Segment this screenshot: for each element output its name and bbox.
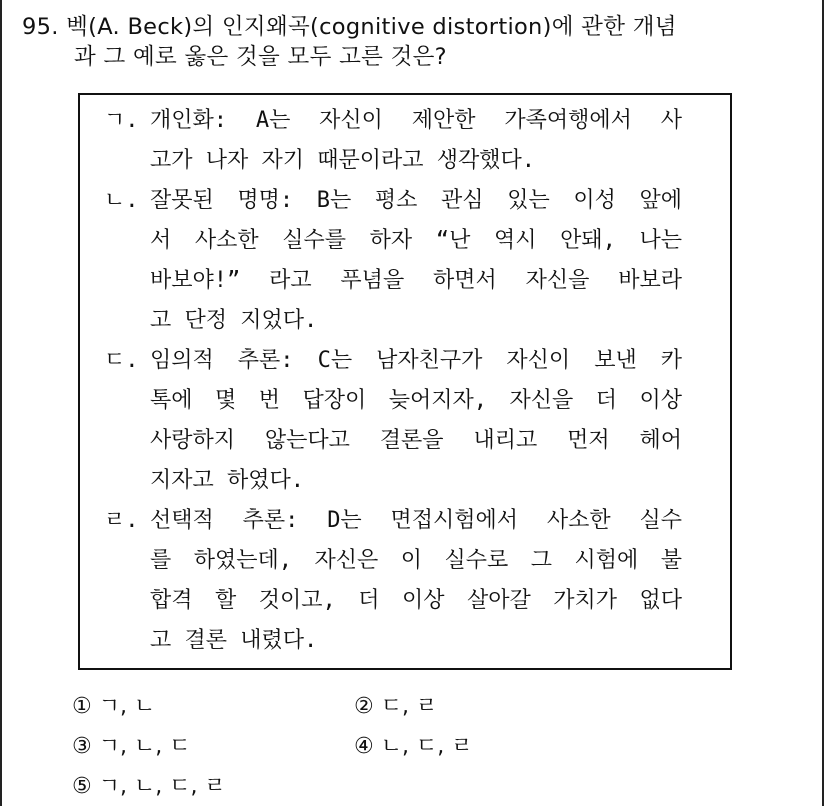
statement-line: ㄱ. 개인화: A는 자신이 제안한 가족여행에서 사 [104, 101, 682, 141]
statement-line: 서 사소한 실수를 하자 “난 역시 안돼, 나는 [150, 228, 682, 253]
statement-item-2 [104, 181, 682, 341]
statement-line: 사랑하지 않는다고 결론을 내리고 먼저 헤어 [150, 428, 682, 453]
option-4[interactable]: ④ ㄴ, ㄷ, ㄹ [354, 734, 473, 759]
statement-item-1 [104, 101, 682, 181]
option-1[interactable]: ① ㄱ, ㄴ [72, 694, 156, 719]
statement-item-3 [104, 341, 682, 501]
statement-line: 합격 할 것이고, 더 이상 살아갈 가치가 없다 [150, 588, 682, 613]
statement-line: 바보야!” 라고 푸념을 하면서 자신을 바보라 [150, 268, 682, 293]
statement-item-4 [104, 501, 682, 661]
statement-line: 를 하였는데, 자신은 이 실수로 그 시험에 불 [150, 548, 682, 573]
statement-line: 고가 나자 자기 때문이라고 생각했다. [150, 148, 536, 173]
statement-line: ㄴ. 잘못된 명명: B는 평소 관심 있는 이성 앞에 [104, 181, 682, 221]
statement-line: 고 결론 내렸다. [150, 628, 318, 653]
statement-marker: ㄹ. [104, 508, 139, 533]
option-5[interactable]: ⑤ ㄱ, ㄴ, ㄷ, ㄹ [72, 774, 226, 799]
statement-line: 고 단정 지었다. [150, 308, 318, 333]
option-2[interactable]: ② ㄷ, ㄹ [354, 694, 438, 719]
question-line-1: 95. 벡(A. Beck)의 인지왜곡(cognitive distortion)에 관한 개념 [22, 14, 677, 40]
statement-marker: ㄴ. [104, 188, 139, 213]
statement-line: ㄷ. 임의적 추론: C는 남자친구가 자신이 보낸 카 [104, 341, 682, 381]
question-stem [22, 12, 812, 72]
statement-line: 지자고 하였다. [150, 468, 305, 493]
question-line-2: 과 그 예로 옳은 것을 모두 고른 것은? [74, 44, 447, 70]
option-3[interactable]: ③ ㄱ, ㄴ, ㄷ [72, 734, 191, 759]
statement-line: ㄹ. 선택적 추론: D는 면접시험에서 사소한 실수 [104, 501, 682, 541]
statement-marker: ㄱ. [104, 108, 139, 133]
statement-line: 톡에 몇 번 답장이 늦어지자, 자신을 더 이상 [150, 388, 682, 413]
statements-box [78, 93, 732, 670]
statement-marker: ㄷ. [104, 348, 139, 373]
